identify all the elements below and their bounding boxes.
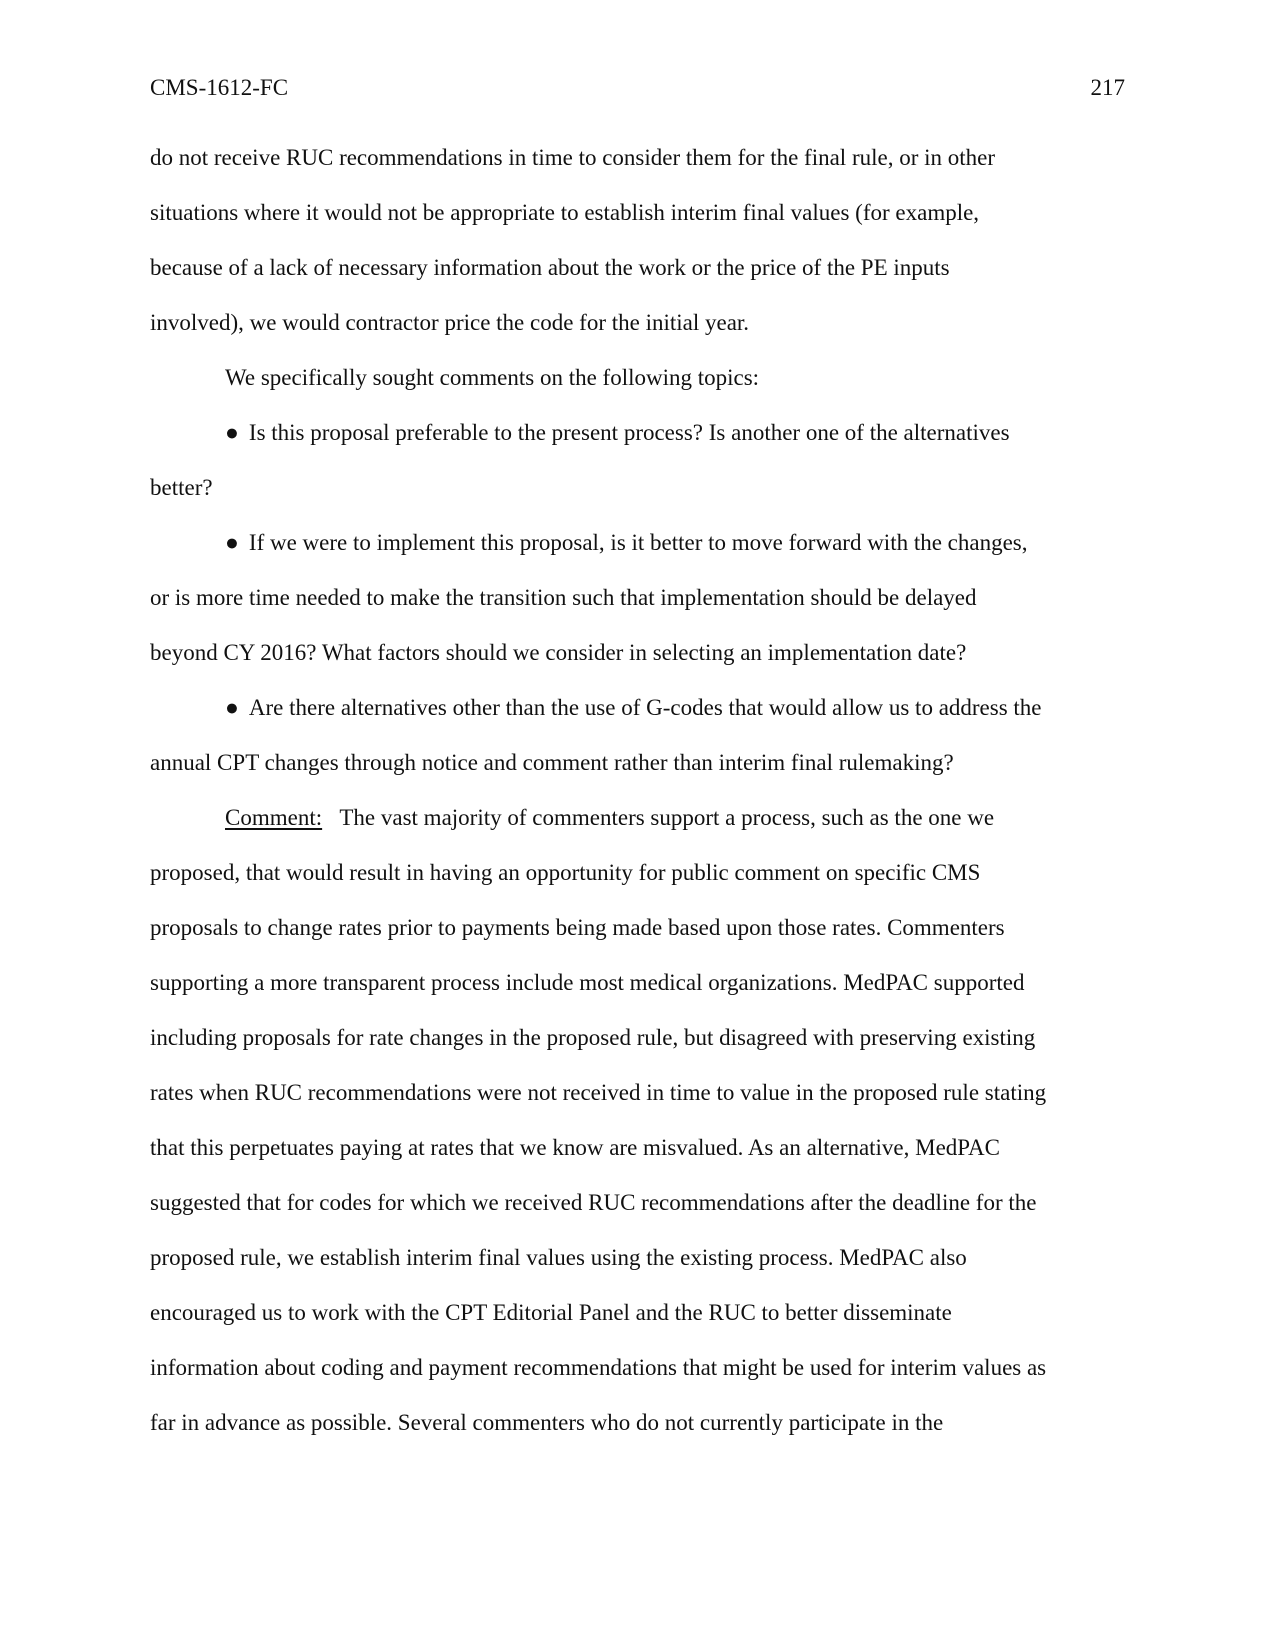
body-line: that this perpetuates paying at rates that we know are misvalued. As an alternative, MedPAC <box>150 1135 1000 1160</box>
bullet-item <box>225 419 1010 447</box>
bullet-icon: ● <box>225 695 239 720</box>
body-line: proposed rule, we establish interim final values using the existing process. MedPAC also <box>150 1245 967 1270</box>
body-line: including proposals for rate changes in the proposed rule, but disagreed with preserving existing <box>150 1025 1036 1050</box>
body-line: information about coding and payment recommendations that might be used for interim values as <box>150 1355 1047 1380</box>
bullet-icon: ● <box>225 420 239 445</box>
bullet-text: Is this proposal preferable to the present process? Is another one of the alternatives <box>248 420 1010 445</box>
body-line: or is more time needed to make the transition such that implementation should be delayed <box>150 585 977 610</box>
bullet-item <box>225 694 1042 722</box>
body-line: suggested that for codes for which we received RUC recommendations after the deadline for the <box>150 1190 1037 1215</box>
body-line: do not receive RUC recommendations in time to consider them for the final rule, or in other <box>150 145 996 170</box>
bullet-icon: ● <box>225 530 239 555</box>
bullet-text: Are there alternatives other than the use of G-codes that would allow us to address the <box>248 695 1042 720</box>
comment-label: Comment: <box>225 805 323 830</box>
body-line: beyond CY 2016? What factors should we consider in selecting an implementation date? <box>150 640 967 665</box>
bullet-text: If we were to implement this proposal, is it better to move forward with the changes, <box>248 530 1028 555</box>
body-line: proposed, that would result in having an opportunity for public comment on specific CMS <box>150 860 981 885</box>
body-line: because of a lack of necessary information about the work or the price of the PE inputs <box>150 255 950 280</box>
document-id: CMS-1612-FC <box>150 75 289 100</box>
body-line: We specifically sought comments on the following topics: <box>225 365 760 390</box>
body-line: situations where it would not be appropriate to establish interim final values (for example, <box>150 200 980 225</box>
body-line: supporting a more transparent process include most medical organizations. MedPAC supported <box>150 970 1025 995</box>
body-line: better? <box>150 475 213 500</box>
body-line: rates when RUC recommendations were not received in time to value in the proposed rule stating <box>150 1080 1047 1105</box>
comment-text: The vast majority of commenters support a process, such as the one we <box>339 805 995 830</box>
body-line: annual CPT changes through notice and comment rather than interim final rulemaking? <box>150 750 954 775</box>
comment-line <box>225 804 994 832</box>
body-line: far in advance as possible. Several commenters who do not currently participate in the <box>150 1410 944 1435</box>
body-line: proposals to change rates prior to payments being made based upon those rates. Commenters <box>150 915 1005 940</box>
page-number: 217 <box>1090 75 1125 100</box>
bullet-item <box>225 529 1028 557</box>
body-line: encouraged us to work with the CPT Editorial Panel and the RUC to better disseminate <box>150 1300 952 1325</box>
body-line: involved), we would contractor price the code for the initial year. <box>150 310 750 335</box>
